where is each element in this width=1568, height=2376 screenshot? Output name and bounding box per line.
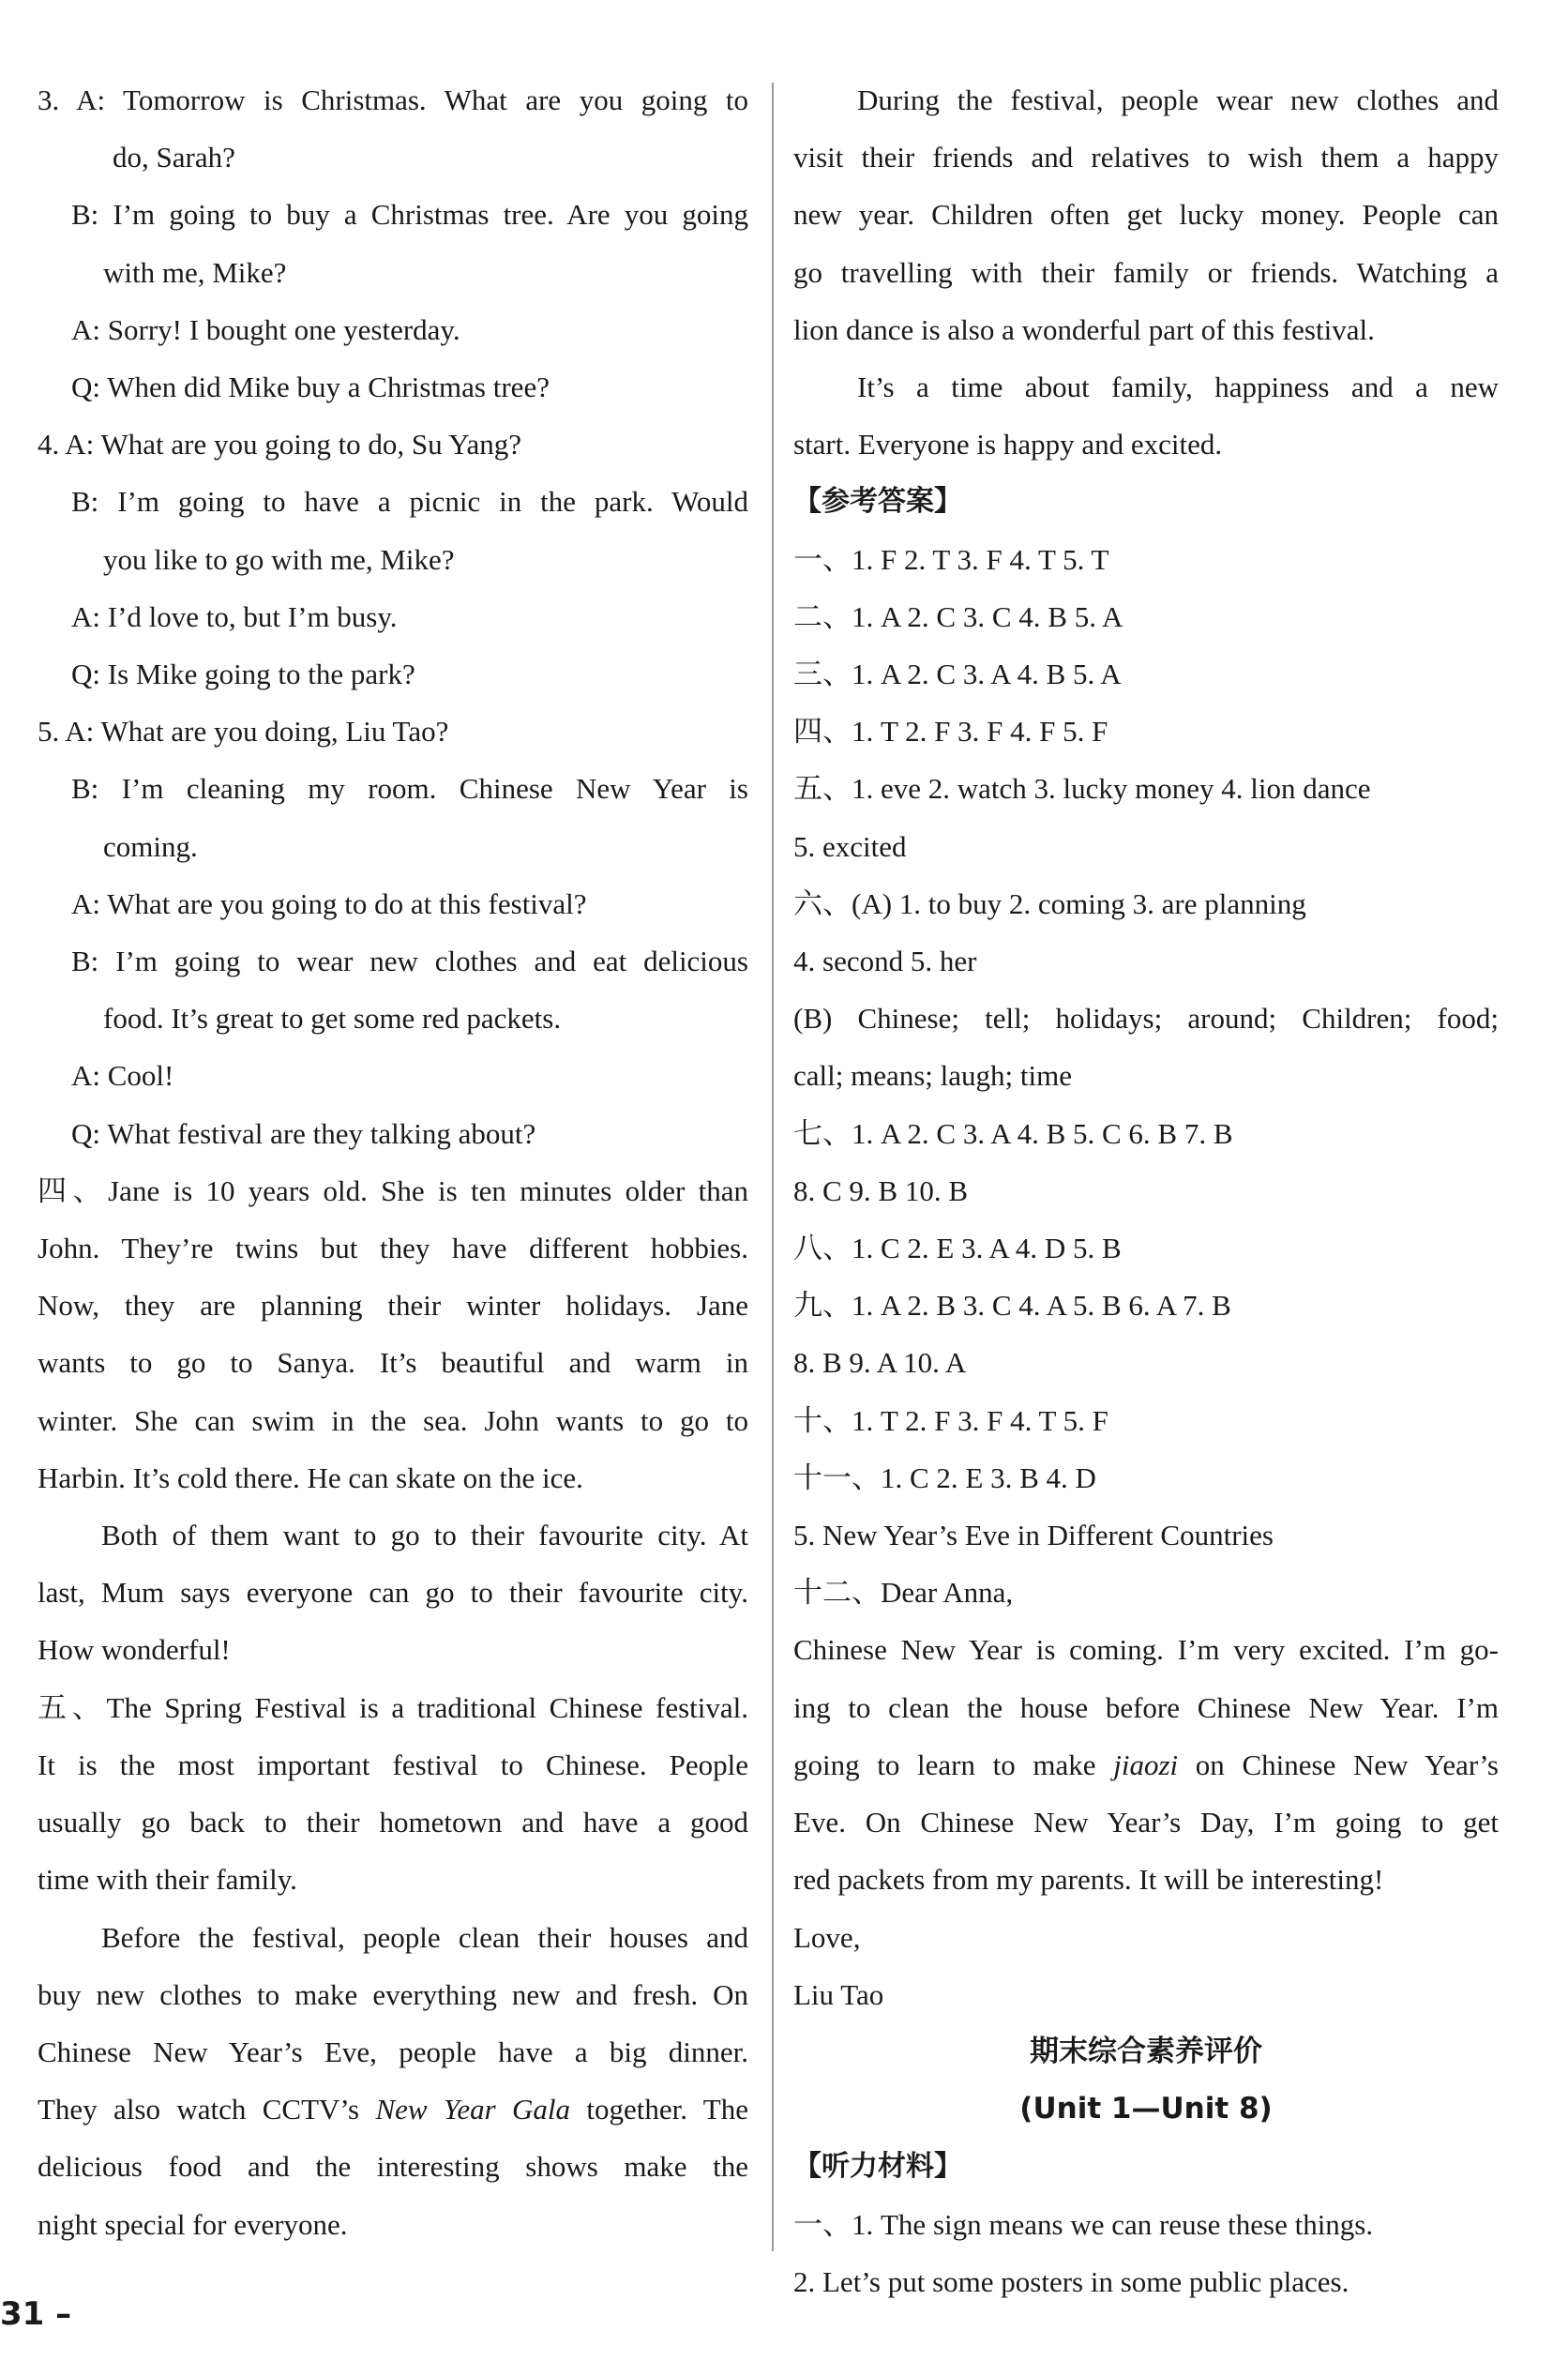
left-text-line: night special for everyone. <box>38 2207 348 2241</box>
left-text-line: winter. She can swim in the sea. John wants to go to <box>38 1403 748 1437</box>
right-text-line: 4. second 5. her <box>793 945 977 978</box>
left-text-line: A: Cool! <box>71 1059 174 1093</box>
right-text-line: 十二、Dear Anna, <box>793 1576 1014 1610</box>
right-text-line: 5. New Year’s Eve in Different Countries <box>793 1519 1274 1552</box>
left-text-line: A: I’d love to, but I’m busy. <box>71 599 398 633</box>
right-text-line: lion dance is also a wonderful part of this festival. <box>793 312 1375 346</box>
right-text-line: Chinese New Year is coming. I’m very excited. I’m go- <box>793 1633 1499 1667</box>
left-text-line: A: Sorry! I bought one yesterday. <box>71 312 460 346</box>
right-text-line: 2. Let’s put some posters in some public places. <box>793 2264 1349 2298</box>
right-text-line: 一、1. F 2. T 3. F 4. T 5. T <box>793 542 1109 576</box>
left-text-line: Chinese New Year’s Eve, people have a big dinner. <box>38 2035 748 2068</box>
left-text-line: 5. A: What are you doing, Liu Tao? <box>38 715 449 749</box>
left-text-line: Before the festival, people clean their houses and <box>101 1920 748 1954</box>
left-text-line: B: I’m going to buy a Christmas tree. Are you going <box>71 198 748 232</box>
right-text-line: 四、1. T 2. F 3. F 4. F 5. F <box>793 715 1108 749</box>
left-text-line: John. They’re twins but they have different hobbies. <box>38 1232 748 1265</box>
left-text-line: Now, they are planning their winter holidays. Jane <box>38 1289 748 1323</box>
left-text-line: Both of them want to go to their favourite city. At <box>101 1519 748 1552</box>
right-text-line: During the festival, people wear new clothes and <box>857 83 1499 116</box>
left-text-line: B: I’m going to have a picnic in the park. Would <box>71 485 748 519</box>
left-text-line: 3. A: Tomorrow is Christmas. What are you going to <box>38 83 748 116</box>
left-text-line: you like to go with me, Mike? <box>103 542 455 576</box>
left-text-line: A: What are you going to do at this festival? <box>71 886 587 920</box>
left-text-line: usually go back to their hometown and have a good <box>38 1806 748 1839</box>
right-text-line: (Unit 1—Unit 8) <box>1019 2092 1273 2126</box>
left-text-line: wants to go to Sanya. It’s beautiful and warm in <box>38 1346 748 1380</box>
right-text-line: 【听力材料】 <box>793 2150 962 2184</box>
right-text-line: 5. excited <box>793 829 907 863</box>
left-text-line: B: I’m cleaning my room. Chinese New Year is <box>71 772 748 806</box>
right-text-line: red packets from my parents. It will be interesting! <box>793 1863 1384 1897</box>
right-text-line: ing to clean the house before Chinese New Year. I’m <box>793 1690 1499 1724</box>
right-text-line: 七、1. A 2. C 3. A 4. B 5. C 6. B 7. B <box>793 1116 1233 1150</box>
right-text-line: Liu Tao <box>793 1977 884 2011</box>
right-text-line: 【参考答案】 <box>793 485 962 519</box>
right-text-line: 期末综合素养评价 <box>1030 2034 1262 2068</box>
right-text-line: 8. C 9. B 10. B <box>793 1173 969 1207</box>
right-text-line: 二、1. A 2. C 3. C 4. B 5. A <box>793 599 1123 633</box>
right-text-line: new year. Children often get lucky money. People can <box>793 198 1499 232</box>
left-text-line: coming. <box>103 829 198 863</box>
left-text-line: It is the most important festival to Chinese. People <box>38 1748 748 1781</box>
right-text-line: 九、1. A 2. B 3. C 4. A 5. B 6. A 7. B <box>793 1289 1231 1323</box>
left-text-line: with me, Mike? <box>103 255 287 289</box>
right-text-line: 三、1. A 2. C 3. A 4. B 5. A <box>793 658 1122 691</box>
left-text-line: Q: Is Mike going to the park? <box>71 658 415 691</box>
left-text-line: B: I’m going to wear new clothes and eat delicious <box>71 945 748 978</box>
right-text-line: 十一、1. C 2. E 3. B 4. D <box>793 1460 1096 1494</box>
right-text-line: Love, <box>793 1920 861 1954</box>
left-text-line: 4. A: What are you going to do, Su Yang? <box>38 428 522 462</box>
right-column <box>793 0 1499 2310</box>
left-text-line: time with their family. <box>38 1863 297 1897</box>
right-text-line: 一、1. The sign means we can reuse these things. <box>793 2207 1374 2241</box>
left-text-line: do, Sarah? <box>113 141 235 174</box>
right-text-line: start. Everyone is happy and excited. <box>793 428 1223 462</box>
right-text-line: 八、1. C 2. E 3. A 4. D 5. B <box>793 1232 1122 1265</box>
page-number: 31 – <box>0 2295 72 2333</box>
right-text-line: It’s a time about family, happiness and a new <box>857 371 1499 404</box>
left-text-line: buy new clothes to make everything new and fresh. On <box>38 1977 748 2011</box>
left-text-line: last, Mum says everyone can go to their favourite city. <box>38 1576 748 1610</box>
left-text-line: 五、The Spring Festival is a traditional Chinese festival. <box>38 1690 748 1724</box>
right-text-line: Eve. On Chinese New Year’s Day, I’m going to get <box>793 1806 1499 1839</box>
left-text-line: delicious food and the interesting shows make the <box>38 2150 748 2184</box>
left-text-line: food. It’s great to get some red packets. <box>103 1002 562 1036</box>
right-text-line: going to learn to make jiaozi on Chinese New Year’s <box>793 1748 1499 1781</box>
right-text-line: 六、(A) 1. to buy 2. coming 3. are planning <box>793 886 1306 920</box>
column-divider <box>772 83 774 2251</box>
left-text-line: How wonderful! <box>38 1633 231 1667</box>
left-text-line: Harbin. It’s cold there. He can skate on the ice. <box>38 1460 583 1494</box>
left-text-line: 四、Jane is 10 years old. She is ten minutes older than <box>38 1173 748 1207</box>
left-column <box>38 0 748 2253</box>
right-text-line: (B) Chinese; tell; holidays; around; Children; food; <box>793 1002 1499 1036</box>
right-text-line: 十、1. T 2. F 3. F 4. T 5. F <box>793 1403 1108 1437</box>
left-text-line: Q: When did Mike buy a Christmas tree? <box>71 371 550 404</box>
right-text-line: call; means; laugh; time <box>793 1059 1072 1093</box>
left-text-line: They also watch CCTV’s New Year Gala together. The <box>38 2093 748 2126</box>
right-text-line: visit their friends and relatives to wish them a happy <box>793 141 1499 174</box>
left-text-line: Q: What festival are they talking about? <box>71 1116 536 1150</box>
right-text-line: 8. B 9. A 10. A <box>793 1346 967 1380</box>
right-text-line: 五、1. eve 2. watch 3. lucky money 4. lion dance <box>793 772 1371 806</box>
right-text-line: go travelling with their family or friends. Watching a <box>793 255 1499 289</box>
